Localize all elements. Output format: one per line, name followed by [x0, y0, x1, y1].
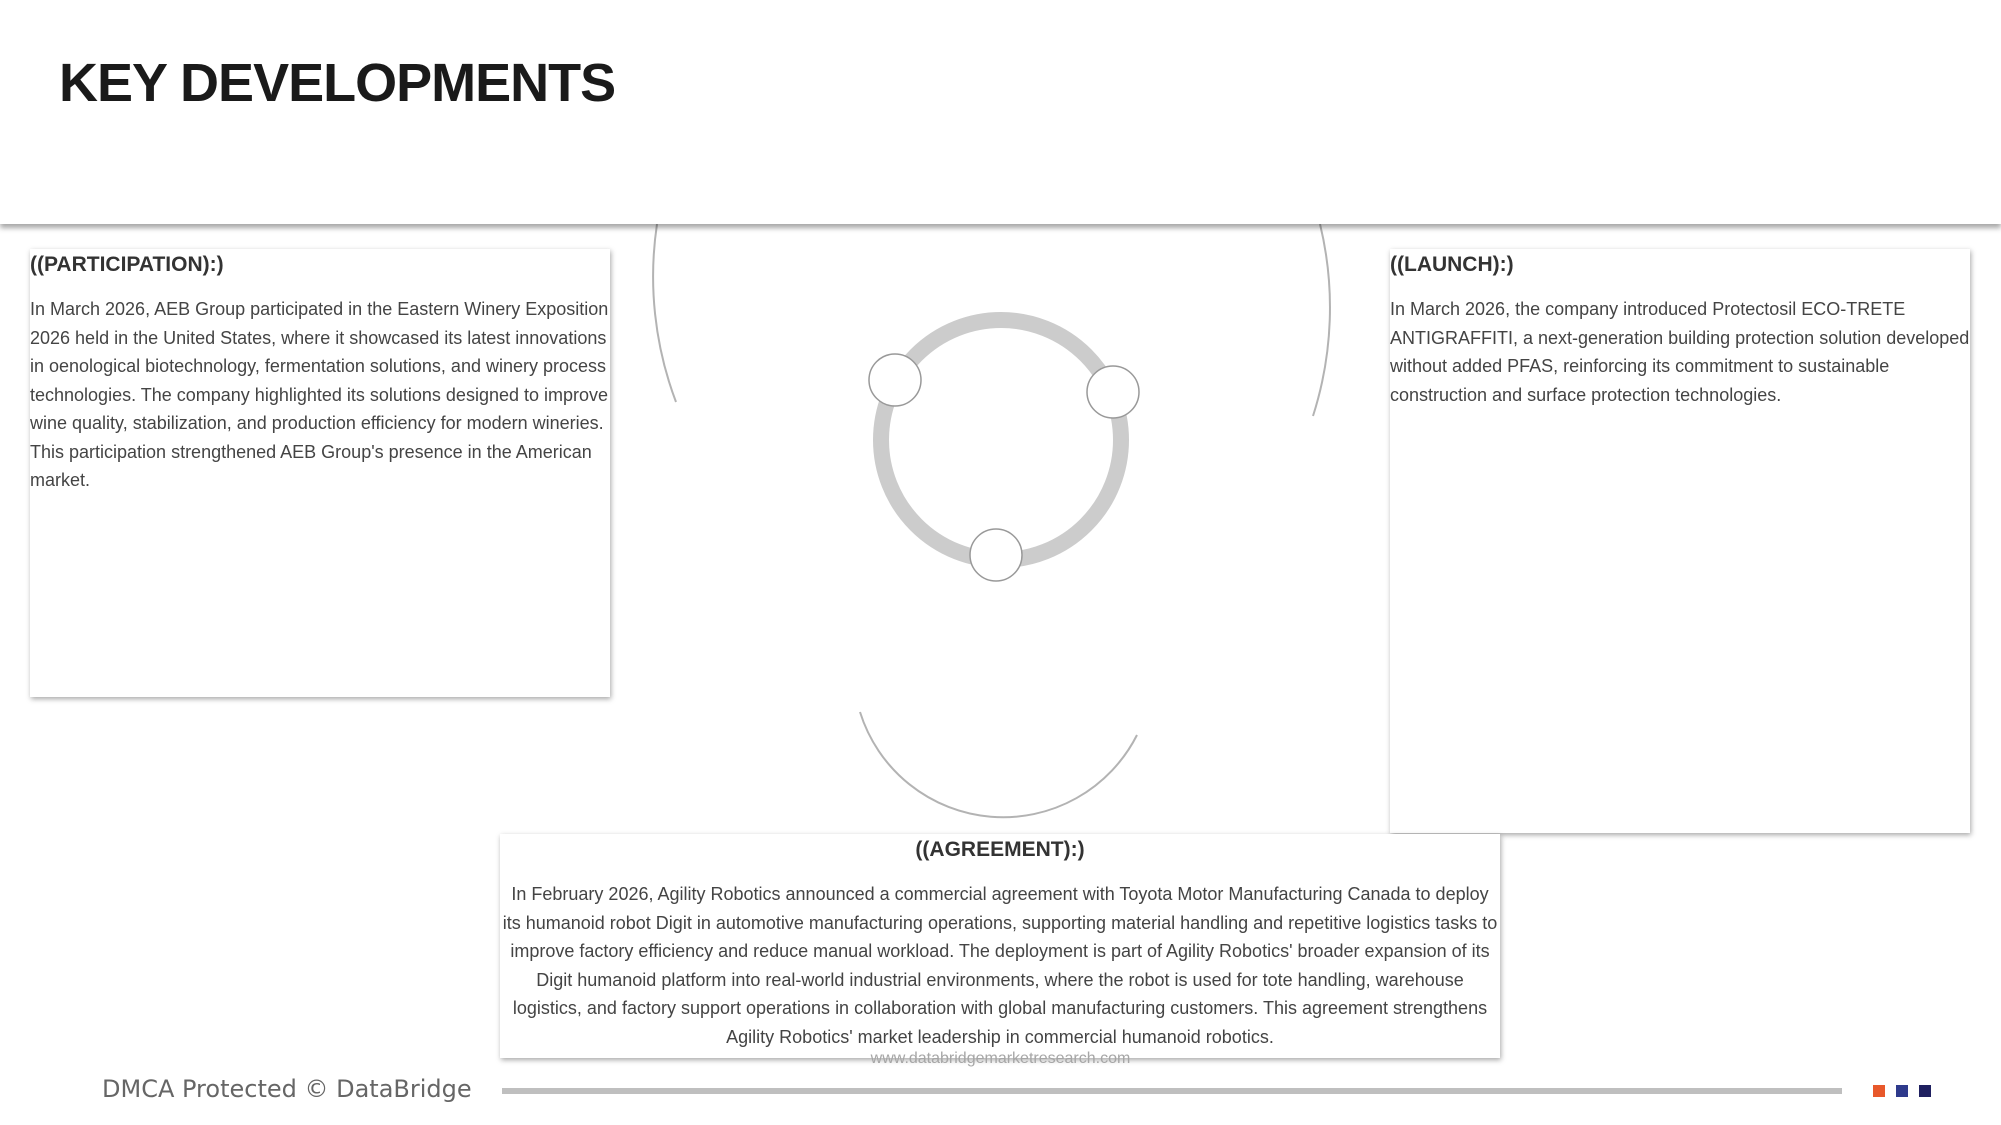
cycle-ring — [881, 320, 1121, 560]
header-bar — [0, 0, 2001, 224]
arc-top-left — [653, 224, 676, 402]
participation-body: In March 2026, AEB Group participated in the Eastern Winery Exposition 2026 held in the United States, where it showcased its latest innovations in oenological biotechnology, fermentation solutions, and winery process technologies. The company highlighted its solutions designed to improve wine quality, stabilization, and production efficiency for modern wineries. This participation strengthened AEB Group's presence in the American market. — [30, 299, 609, 490]
participation-card — [30, 249, 610, 697]
launch-card — [1390, 249, 1970, 833]
agreement-title: ((AGREEMENT):) — [915, 838, 1085, 861]
footer-divider — [502, 1088, 1842, 1094]
accent-square-navy — [1919, 1085, 1931, 1097]
accent-square-blue — [1896, 1085, 1908, 1097]
arc-bottom — [860, 712, 1137, 817]
arc-top-right — [1313, 224, 1330, 416]
ring-node-left — [869, 354, 921, 406]
footer-brand: DMCA Protected © DataBridge — [102, 1075, 472, 1103]
ring-node-bottom — [970, 529, 1022, 581]
agreement-body: In February 2026, Agility Robotics announced a commercial agreement with Toyota Motor Manufacturing Canada to deploy its humanoid robot Digit in automotive manufacturing operations, supporting material handling and repetitive logistics tasks to improve factory efficiency and reduce manual workload. The deployment is part of Agility Robotics' broader expansion of its Digit humanoid platform into real-world industrial environments, where the robot is used for tote handling, warehouse logistics, and factory support operations in collaboration with global manufacturing customers. This agreement strengthens Agility Robotics' market leadership in commercial humanoid robotics. — [502, 884, 1498, 1047]
footer-url[interactable]: www.databridgemarketresearch.com — [870, 1050, 1131, 1067]
agreement-card — [500, 834, 1500, 1058]
launch-body: In March 2026, the company introduced Protectosil ECO-TRETE ANTIGRAFFITI, a next-generation building protection solution developed without added PFAS, reinforcing its commitment to sustainable construction and surface protection technologies. — [1390, 299, 1970, 405]
page-title: KEY DEVELOPMENTS — [59, 53, 616, 113]
participation-title: ((PARTICIPATION):) — [30, 253, 224, 276]
launch-title: ((LAUNCH):) — [1390, 253, 1514, 276]
ring-node-right — [1087, 366, 1139, 418]
accent-square-orange — [1873, 1085, 1885, 1097]
